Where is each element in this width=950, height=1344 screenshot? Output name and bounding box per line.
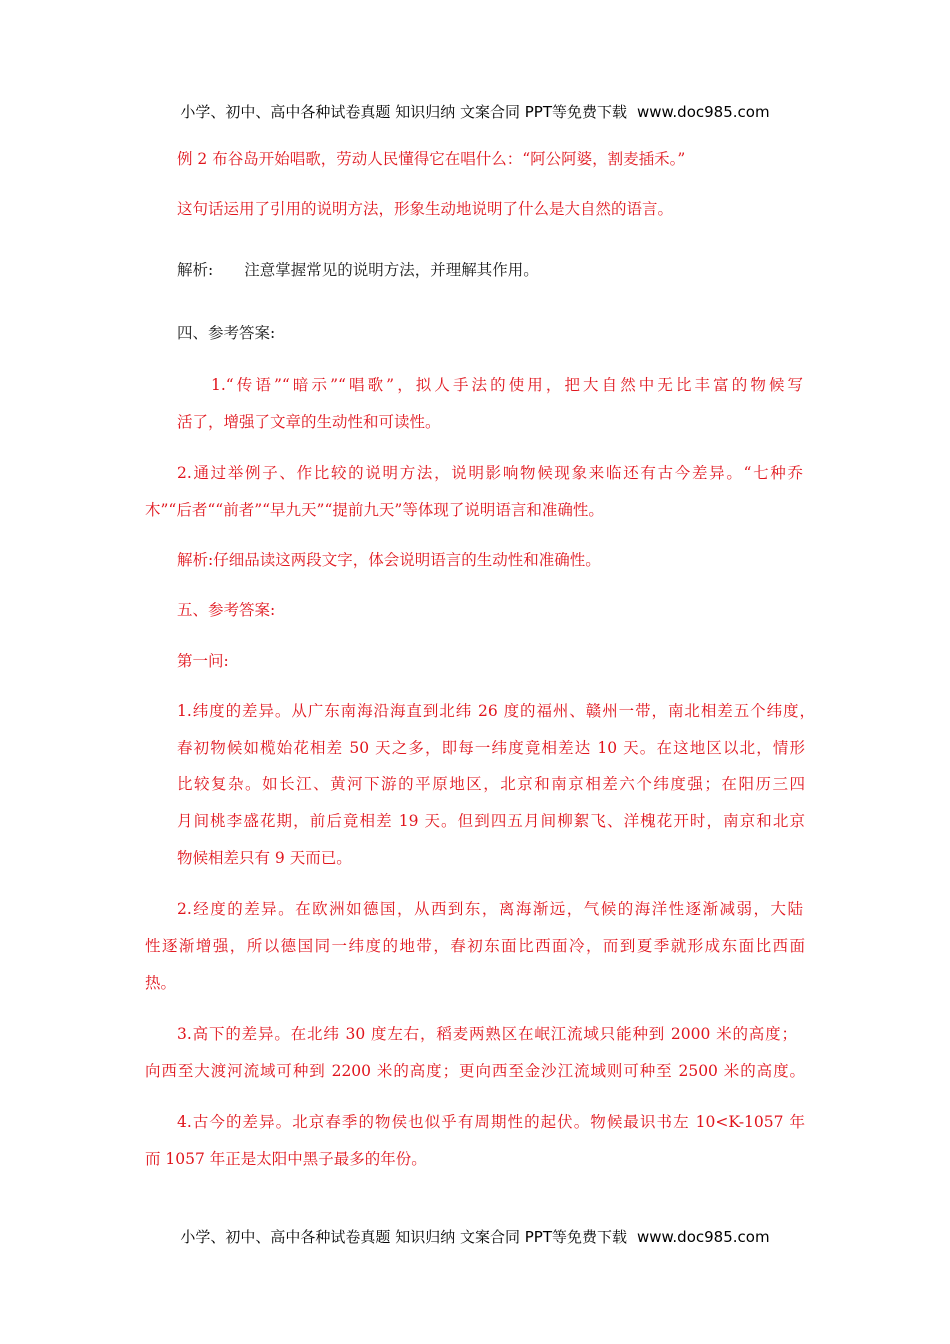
footer-text: 小学、初中、高中各种试卷真题 知识归纳 文案合同 PPT等免费下载 (180, 1228, 627, 1246)
latitude-line-5: 物候相差只有 9 天而已。 (177, 849, 352, 867)
ancient-modern-line-2: 而 1057 年正是太阳中黑子最多的年份。 (145, 1150, 427, 1168)
altitude-line-2: 向西至大渡河流域可种到 2200 米的高度；更向西至金沙江流域则可种至 2500 米的高度。 (145, 1062, 805, 1080)
latitude-line-1: 1.纬度的差异。从广东南海沿海直到北纬 26 度的福州、赣州一带，南北相差五个纬度， (177, 702, 815, 720)
answer-4-2-line-2: 木”“后者““前者”“早九天”“提前九天”等体现了说明语言和准确性。 (145, 501, 604, 519)
answer-4-1-line-2: 活了，增强了文章的生动性和可读性。 (177, 413, 441, 431)
longitude-line-1: 2.经度的差异。在欧洲如德国，从西到东，离海渐远，气候的海洋性逐渐减弱，大陆 (177, 900, 803, 918)
section-five-heading: 五、参考答案: (177, 601, 276, 619)
example-2-explanation: 这句话运用了引用的说明方法，形象生动地说明了什么是大自然的语言。 (177, 200, 674, 218)
altitude-line-1: 3.高下的差异。在北纬 30 度左右，稻麦两熟区在岷江流域只能种到 2000 米的高度； (177, 1025, 797, 1043)
first-question-label: 第一问: (177, 652, 229, 670)
page-footer (0, 1226, 950, 1247)
footer-site: www.doc985.com (636, 1228, 770, 1246)
header-site: www.doc985.com (636, 103, 770, 121)
analysis-1: 解析: 注意掌握常见的说明方法，并理解其作用。 (177, 261, 539, 279)
longitude-line-3: 热。 (145, 974, 177, 992)
latitude-line-2: 春初物候如榄始花相差 50 天之多，即每一纬度竟相差达 10 天。在这地区以北，情形 (177, 739, 805, 757)
analysis-2: 解析:仔细品读这两段文字，体会说明语言的生动性和准确性。 (177, 551, 601, 569)
latitude-line-4: 月间桃李盛花期，前后竟相差 19 天。但到四五月间柳絮飞、洋槐花开时，南京和北京 (177, 812, 805, 830)
header-text: 小学、初中、高中各种试卷真题 知识归纳 文案合同 PPT等免费下载 (180, 103, 627, 121)
answer-4-1-line-1: 1.“传语”“暗示”“唱歌”，拟人手法的使用，把大自然中无比丰富的物候写 (211, 376, 803, 394)
longitude-line-2: 性逐渐增强，所以德国同一纬度的地带，春初东面比西面冷，而到夏季就形成东面比西面 (145, 937, 805, 955)
answer-4-2-line-1: 2.通过举例子、作比较的说明方法，说明影响物候现象来临还有古今差异。“七种乔 (177, 464, 803, 482)
example-2-line: 例 2 布谷岛开始唱歌，劳动人民懂得它在唱什么：“阿公阿婆，割麦插禾。” (177, 150, 686, 168)
latitude-line-3: 比较复杂。如长江、黄河下游的平原地区，北京和南京相差六个纬度强；在阳历三四 (177, 775, 805, 793)
section-four-heading: 四、参考答案: (177, 324, 276, 342)
ancient-modern-line-1: 4.古今的差异。北京春季的物侯也似乎有周期性的起伏。物候最识书左 10<K-1057 年 (177, 1113, 805, 1131)
